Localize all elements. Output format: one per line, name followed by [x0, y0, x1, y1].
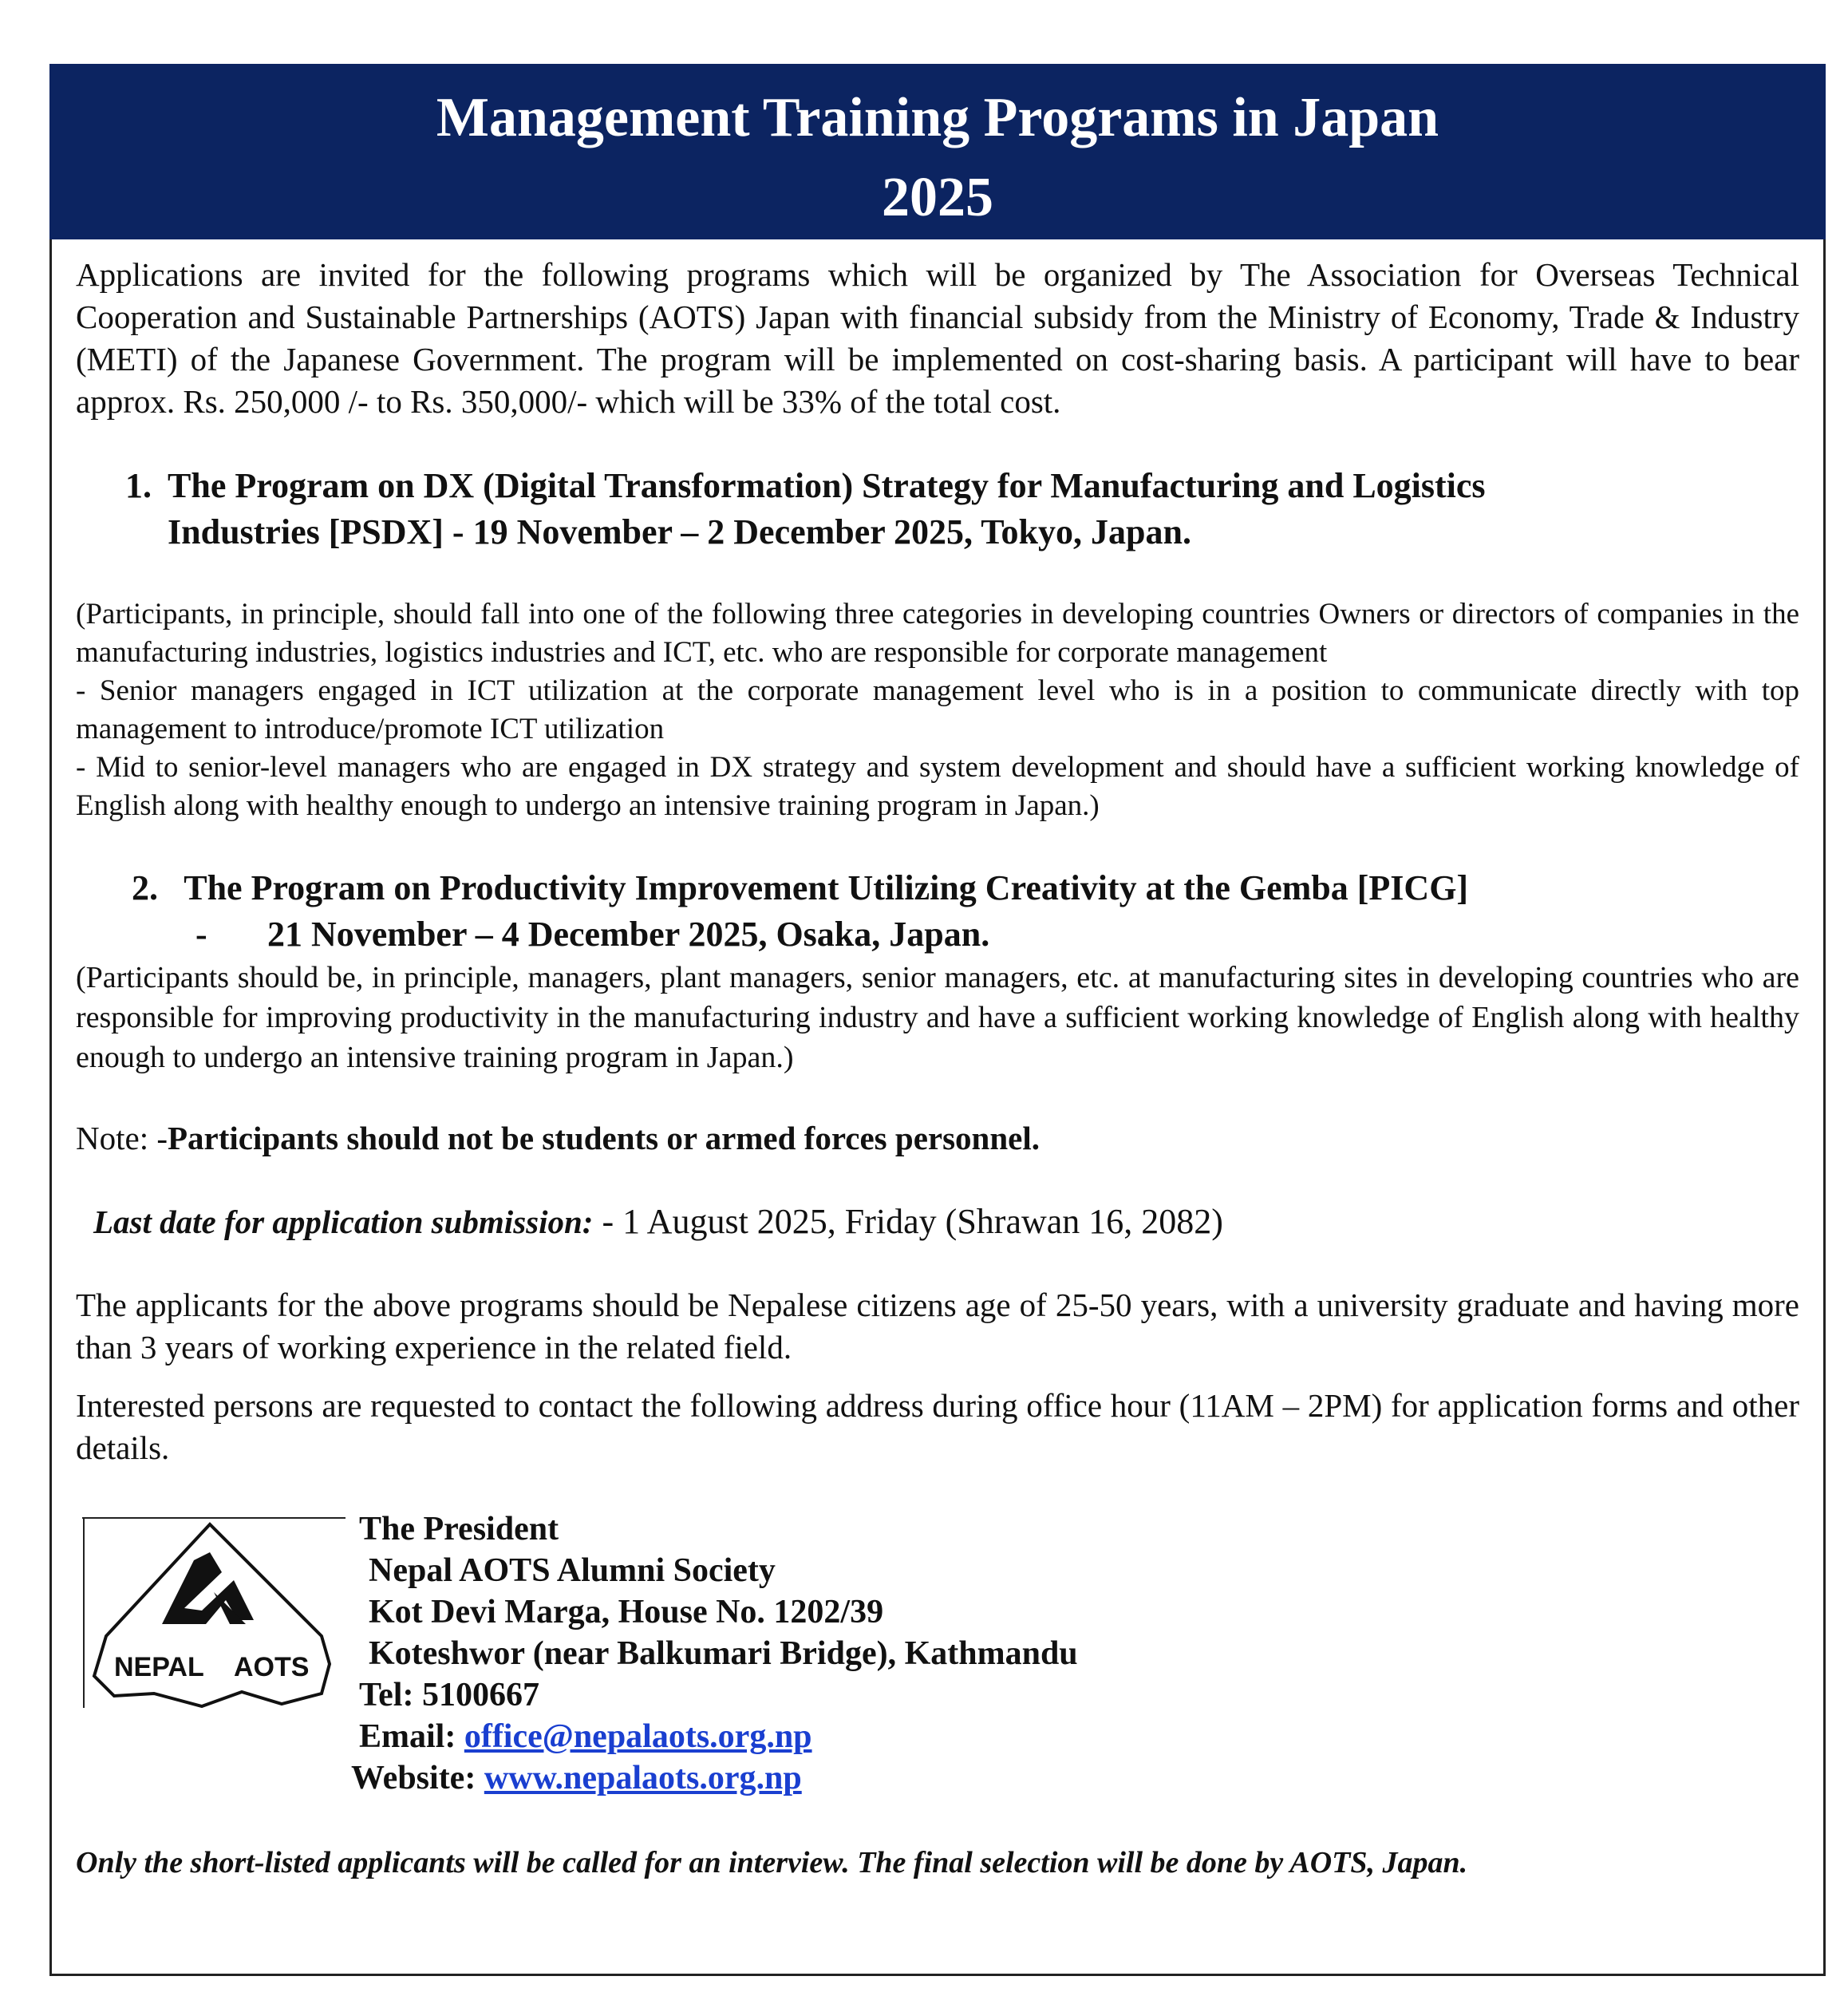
program-2-description: (Participants should be, in principle, managers, plant managers, senior managers, etc. at manufacturing sites in developing countries who are responsible for improving productivity in the manufacturing industry and have a sufficient working knowledge of English along with healthy enough to undergo an intensive training program in Japan.) [76, 961, 1799, 1074]
program-2-dates: 21 November – 4 December 2025, Osaka, Japan. [267, 915, 990, 954]
nepal-aots-logo [82, 1516, 346, 1712]
program-1-desc-line2: - Senior managers engaged in ICT utilization at the corporate management level who is in a position to communicate directly with top management to introduce/promote ICT utilization [76, 674, 1799, 745]
page-title: Management Training Programs in Japan [436, 87, 1439, 148]
contact-title: The President [359, 1511, 559, 1547]
contact-address-line1: Kot Devi Marga, House No. 1202/39 [369, 1594, 884, 1630]
program-1-number: 1. [125, 466, 152, 505]
program-2-number: 2. [132, 868, 158, 907]
eligibility-paragraph: The applicants for the above programs should be Nepalese citizens age of 25-50 years, with a university graduate and having more than 3 years of working experience in the related field. [76, 1286, 1799, 1366]
program-2-title-text: The Program on Productivity Improvement Utilizing Creativity at the Gemba [PICG] [184, 868, 1469, 907]
page-title-year: 2025 [882, 167, 993, 228]
contact-website-link[interactable]: www.nepalaots.org.np [484, 1760, 802, 1796]
program-1-title-line2: Industries [PSDX] - 19 November – 2 December 2025, Tokyo, Japan. [168, 512, 1191, 551]
last-date-label: Last date for application submission: [93, 1204, 594, 1240]
note [76, 1117, 1799, 1160]
program-1-title [76, 463, 1799, 555]
program-1-desc-line1: (Participants, in principle, should fall into one of the following three categories in developing countries Owners or directors of companies in the manufacturing industries, logistics industries and ICT, etc. who are responsible for corporate management [76, 598, 1799, 669]
program-2-title-line1 [76, 865, 1799, 911]
contact-block [351, 1508, 1078, 1799]
footer-note: Only the short-listed applicants will be called for an interview. The final selection will be done by AOTS, Japan. [76, 1846, 1468, 1879]
logo-text-aots: AOTS [234, 1652, 310, 1682]
note-text: Participants should not be students or armed forces personnel. [168, 1120, 1040, 1156]
contact-intro-paragraph: Interested persons are requested to contact the following address during office hour (11AM – 2PM) for application forms and other details. [76, 1387, 1799, 1466]
notice-body [76, 254, 1799, 1469]
program-2-title [76, 865, 1799, 958]
contact-phone: Tel: 5100667 [359, 1677, 539, 1713]
contact-email-label: Email: [359, 1718, 464, 1755]
contact-website-label: Website: [351, 1760, 484, 1796]
intro-paragraph: Applications are invited for the following programs which will be organized by The Association for Overseas Technical Cooperation and Sustainable Partnerships (AOTS) Japan with financial subsidy from the Ministry of Economy, Trade & Industry (METI) of the Japanese Government. The program will be implemented on cost-sharing basis. A participant will have to bear approx. Rs. 250,000 /- to Rs. 350,000/- which will be 33% of the total cost. [76, 256, 1799, 420]
title-banner [49, 64, 1826, 239]
program-1-description [76, 595, 1799, 825]
contact-organization: Nepal AOTS Alumni Society [369, 1552, 776, 1589]
logo-text-nepal: NEPAL [114, 1652, 204, 1682]
contact-website-row [351, 1757, 1078, 1799]
last-date [76, 1200, 1799, 1244]
contact-address-line2: Koteshwor (near Balkumari Bridge), Kathmandu [369, 1635, 1078, 1672]
contact-email-row [359, 1716, 1078, 1757]
last-date-value: - 1 August 2025, Friday (Shrawan 16, 2082) [593, 1202, 1223, 1241]
program-1-title-text [168, 463, 1799, 555]
program-1-title-line1: The Program on DX (Digital Transformation) Strategy for Manufacturing and Logistics [168, 466, 1486, 505]
program-2-title-line2 [76, 911, 1799, 958]
note-label: Note: - [76, 1120, 168, 1156]
program-1-desc-line3: - Mid to senior-level managers who are engaged in DX strategy and system development and should have a sufficient working knowledge of English along with healthy enough to undergo an intensive training program in Japan.) [76, 751, 1799, 822]
program-2-dash: - [195, 915, 207, 954]
contact-email-link[interactable]: office@nepalaots.org.np [464, 1718, 812, 1755]
